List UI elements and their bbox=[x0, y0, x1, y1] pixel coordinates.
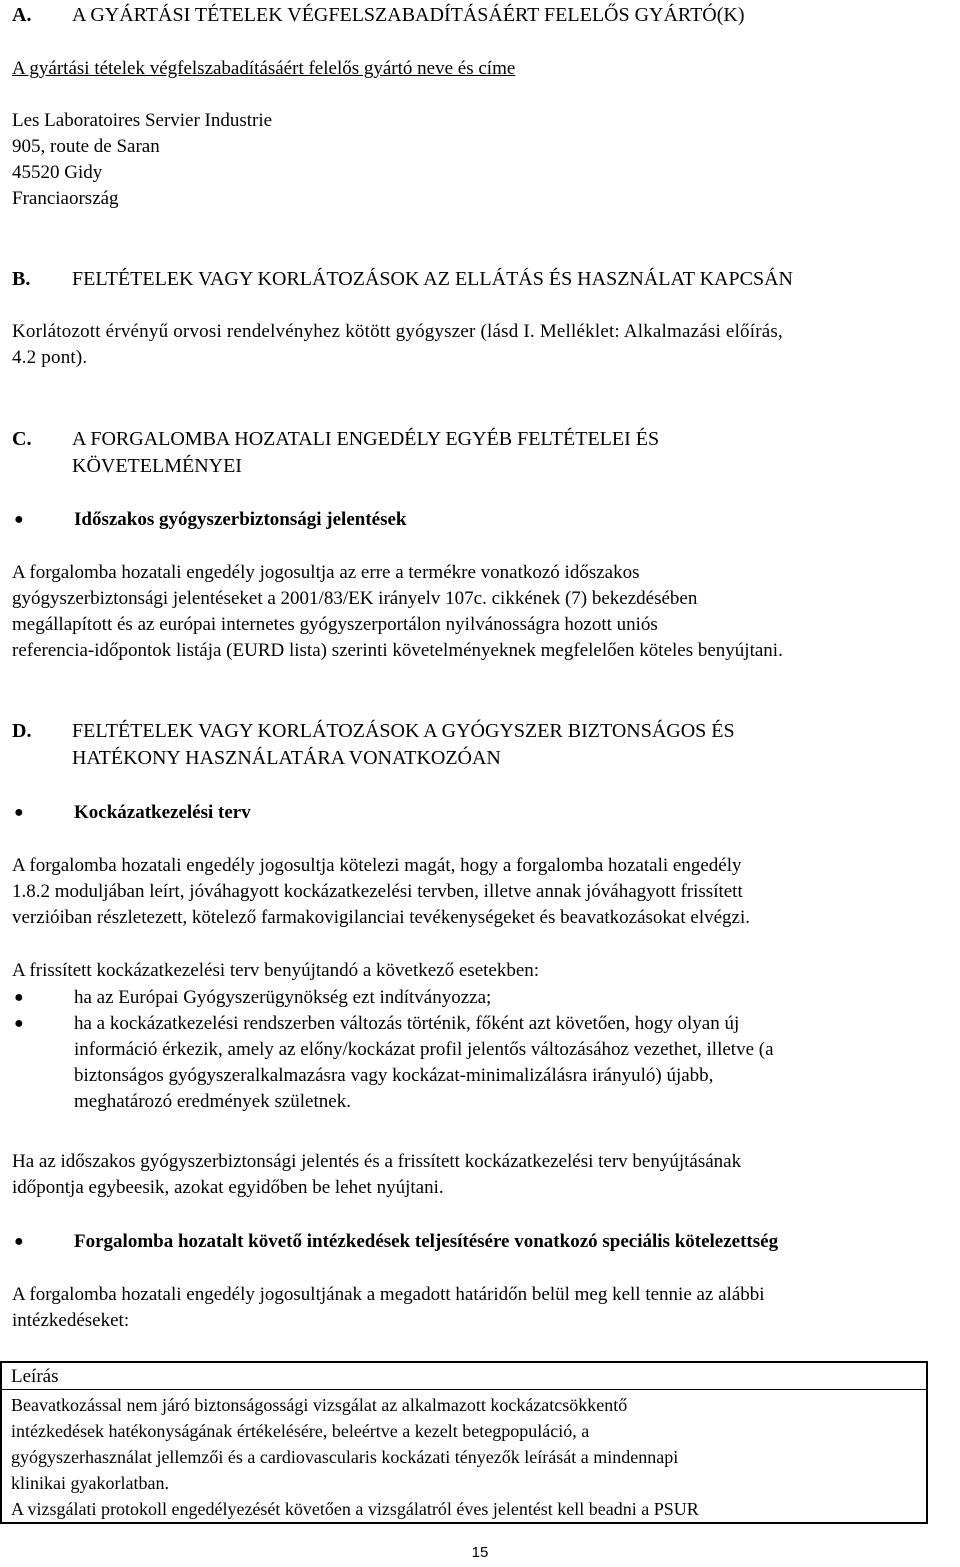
address-line: 45520 Gidy bbox=[12, 162, 103, 183]
page-number: 15 bbox=[471, 1544, 489, 1561]
text-line: A frissített kockázatkezelési terv benyújtandó a következő esetekben: bbox=[12, 960, 540, 981]
bullet-heading-rmp: Kockázatkezelési terv bbox=[74, 802, 251, 823]
section-c-title-line: A FORGALOMBA HOZATALI ENGEDÉLY EGYÉB FELTÉTELEI ÉS bbox=[72, 428, 660, 450]
list-item-line: ha a kockázatkezelési rendszerben változás történik, főként azt követően, hogy olyan új bbox=[74, 1013, 740, 1034]
table-line: klinikai gyakorlatban. bbox=[11, 1473, 169, 1493]
table-line: intézkedések hatékonyságának értékelésére, beleértve a kezelt betegpopuláció, a bbox=[11, 1421, 590, 1441]
manufacturer-address bbox=[12, 108, 952, 212]
rmp-conditions-list bbox=[12, 985, 952, 1115]
table-line: A vizsgálati protokoll engedélyezését követően a vizsgálatról éves jelentést kell beadni a PSUR bbox=[11, 1499, 699, 1519]
section-b-heading bbox=[12, 266, 952, 293]
list-item-line: információ érkezik, amely az előny/kockázat profil jelentős változásához vezethet, illetve (a bbox=[74, 1039, 774, 1060]
section-c-heading bbox=[12, 426, 952, 480]
text-line: A forgalomba hozatali engedély jogosultja az erre a termékre vonatkozó időszakos bbox=[12, 562, 640, 583]
section-c-title-line: KÖVETELMÉNYEI bbox=[72, 455, 242, 477]
section-d-bullet-rmp bbox=[12, 800, 952, 826]
section-c-bullet bbox=[12, 507, 952, 533]
bullet-icon: ● bbox=[14, 1233, 24, 1250]
section-d-title-line: HATÉKONY HASZNÁLATÁRA VONATKOZÓAN bbox=[72, 747, 501, 769]
section-a-subheading: A gyártási tételek végfelszabadításáért felelős gyártó neve és címe bbox=[12, 58, 516, 79]
list-item bbox=[12, 1011, 952, 1115]
list-item-line: meghatározó eredmények születnek. bbox=[74, 1091, 351, 1112]
text-line: referencia-időpontok listája (EURD lista) szerinti követelményeknek megfelelően köteles benyújtani. bbox=[12, 640, 783, 661]
address-line: Les Laboratoires Servier Industrie bbox=[12, 110, 273, 131]
bullet-icon: ● bbox=[14, 511, 24, 528]
list-item-line: biztonságos gyógyszeralkalmazásra vagy kockázat-minimalizálásra irányuló) újabb, bbox=[74, 1065, 714, 1086]
section-a-heading bbox=[12, 2, 952, 29]
address-line: 905, route de Saran bbox=[12, 136, 160, 157]
table-header-cell: Leírás bbox=[2, 1363, 926, 1390]
section-d-paragraph-3 bbox=[12, 1149, 952, 1201]
section-c-letter: C. bbox=[12, 428, 32, 450]
text-line: Korlátozott érvényű orvosi rendelvényhez kötött gyógyszer (lásd I. Melléklet: Alkalmazási előírás, bbox=[12, 321, 783, 342]
list-item bbox=[12, 985, 952, 1011]
text-line: verzióiban részletezett, kötelező farmakovigilanciai tevékenységeket és beavatkozásokat elvégzi. bbox=[12, 907, 751, 928]
bullet-icon: ● bbox=[14, 1015, 24, 1032]
section-d-paragraph-1 bbox=[12, 853, 952, 931]
text-line: gyógyszerbiztonsági jelentéseket a 2001/83/EK irányelv 107c. cikkének (7) bekezdésében bbox=[12, 588, 698, 609]
section-d-title-line: FELTÉTELEK VAGY KORLÁTOZÁSOK A GYÓGYSZER BIZTONSÁGOS ÉS bbox=[72, 720, 735, 742]
text-line: Ha az időszakos gyógyszerbiztonsági jelentés és a frissített kockázatkezelési terv benyújtásának bbox=[12, 1151, 742, 1172]
table-line: gyógyszerhasználat jellemzői és a cardiovascularis kockázati tényezők leírását a mindennapi bbox=[11, 1447, 679, 1467]
text-line: 1.8.2 moduljában leírt, jóváhagyott kockázatkezelési tervben, illetve annak jóváhagyott frissített bbox=[12, 881, 743, 902]
bullet-icon: ● bbox=[14, 804, 24, 821]
bullet-heading-psur: Időszakos gyógyszerbiztonsági jelentések bbox=[74, 509, 407, 530]
text-line: A forgalomba hozatali engedély jogosultjának a megadott határidőn belül meg kell tennie az alábbi bbox=[12, 1284, 765, 1305]
section-d-paragraph-4 bbox=[12, 1282, 952, 1334]
section-c-paragraph bbox=[12, 560, 952, 664]
section-a-title: A GYÁRTÁSI TÉTELEK VÉGFELSZABADÍTÁSÁÉRT FELELŐS GYÁRTÓ(K) bbox=[72, 4, 745, 26]
section-d-bullet-obligation bbox=[12, 1229, 952, 1255]
section-b-letter: B. bbox=[12, 268, 31, 290]
table-line: Beavatkozással nem járó biztonságossági vizsgálat az alkalmazott kockázatcsökkentő bbox=[11, 1395, 628, 1415]
bullet-icon: ● bbox=[14, 989, 24, 1006]
text-line: 4.2 pont). bbox=[12, 347, 88, 368]
table-body-cell bbox=[2, 1390, 926, 1522]
section-d-heading bbox=[12, 718, 952, 772]
text-line: A forgalomba hozatali engedély jogosultja kötelezi magát, hogy a forgalomba hozatali engedély bbox=[12, 855, 742, 876]
section-b-title: FELTÉTELEK VAGY KORLÁTOZÁSOK AZ ELLÁTÁS ÉS HASZNÁLAT KAPCSÁN bbox=[72, 268, 793, 290]
bullet-heading-obligation: Forgalomba hozatalt követő intézkedések teljesítésére vonatkozó speciális kötelezettség bbox=[74, 1231, 779, 1252]
list-item-line: ha az Európai Gyógyszerügynökség ezt indítványozza; bbox=[74, 987, 492, 1008]
text-line: intézkedéseket: bbox=[12, 1310, 130, 1331]
section-d-letter: D. bbox=[12, 720, 32, 742]
section-a-subheading-wrap bbox=[12, 56, 952, 82]
text-line: időpontja egybeesik, azokat egyidőben be lehet nyújtani. bbox=[12, 1177, 444, 1198]
text-line: megállapított és az európai internetes gyógyszerportálon nyilvánosságra hozott uniós bbox=[12, 614, 658, 635]
measures-table bbox=[0, 1361, 928, 1524]
address-line: Franciaország bbox=[12, 188, 119, 209]
section-d-paragraph-2 bbox=[12, 958, 952, 984]
section-a-letter: A. bbox=[12, 4, 32, 26]
section-b-text bbox=[12, 319, 952, 371]
